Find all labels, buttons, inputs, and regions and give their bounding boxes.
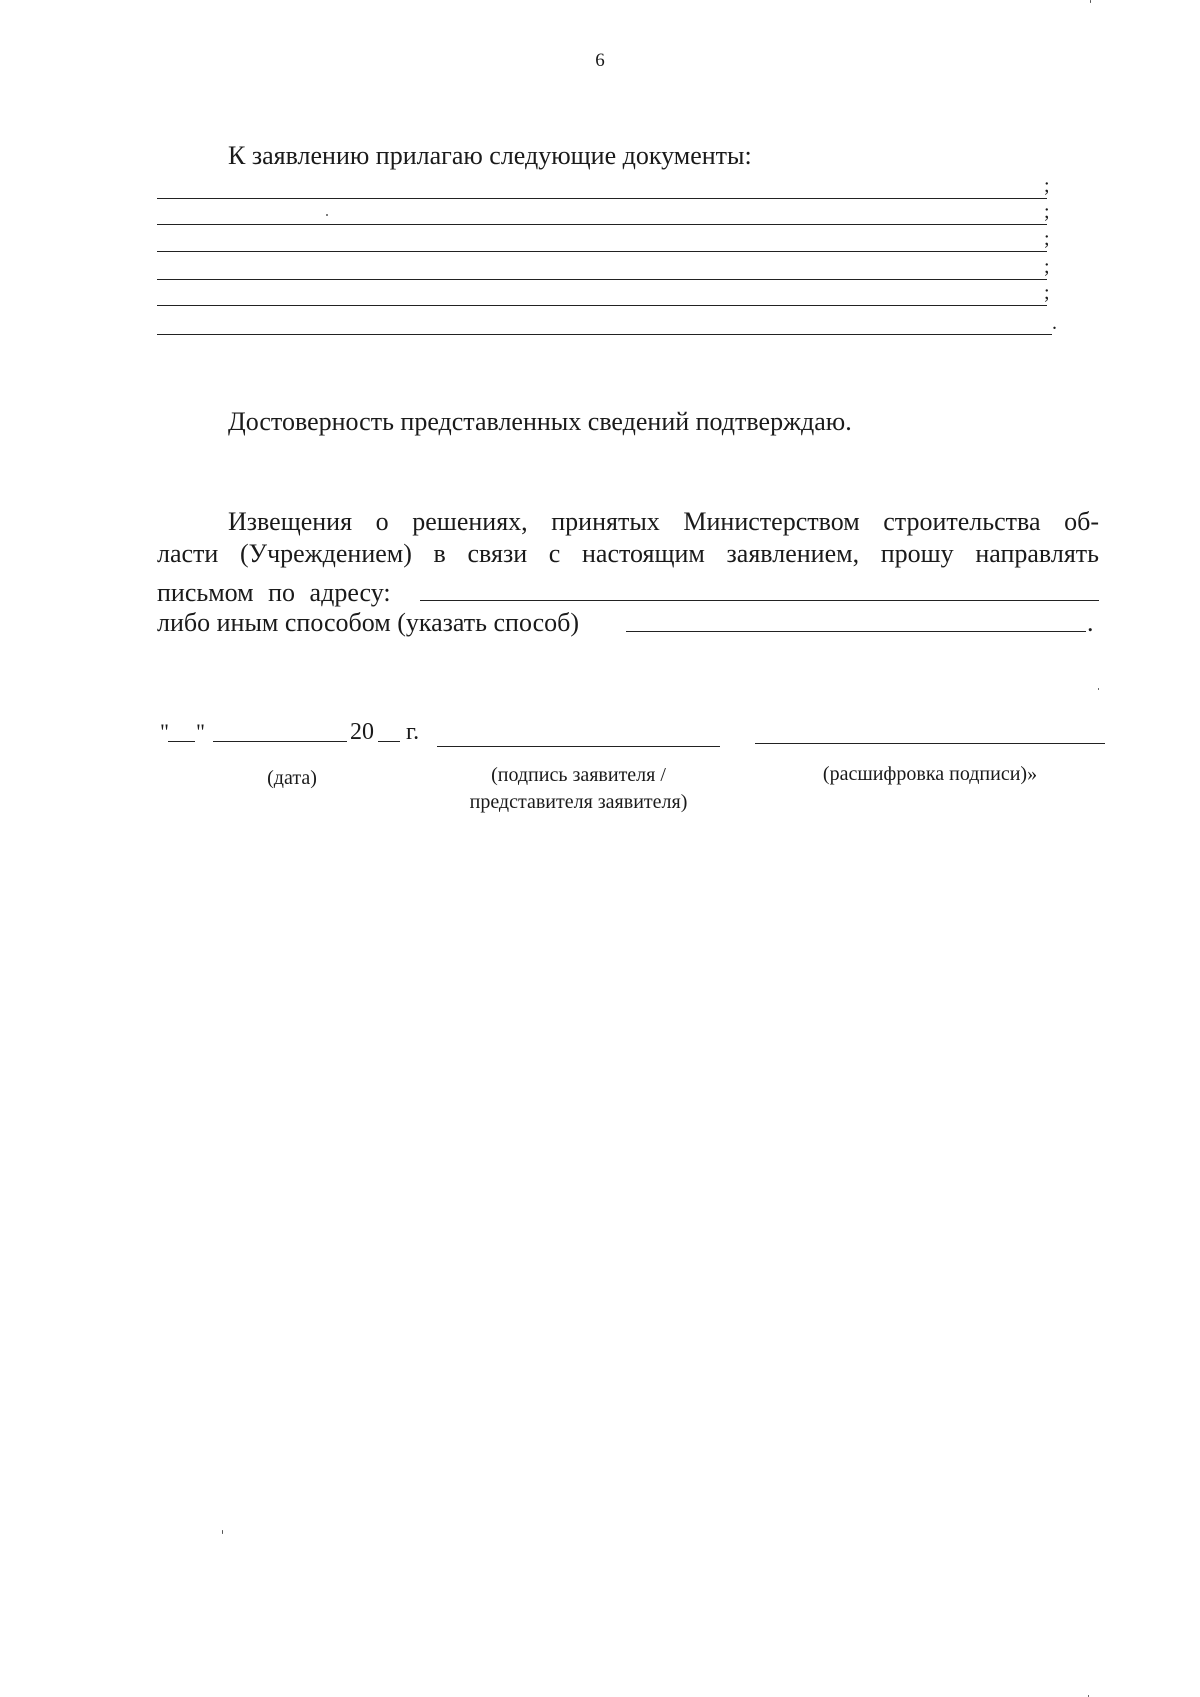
attachment-line-5-end: ; — [1044, 282, 1050, 304]
year-suffix: г. — [406, 719, 420, 745]
date-quote-open: " — [160, 719, 169, 744]
attachment-line-2-end: ; — [1044, 201, 1050, 223]
scan-speck — [326, 214, 328, 216]
notification-other-method-label: либо иным способом (указать способ) — [157, 608, 580, 637]
signature-blank-line — [437, 746, 720, 747]
notification-line-1: Извещения о решениях, принятых Министерством строительства об- — [228, 507, 1099, 536]
decoding-caption: (расшифровка подписи)» — [822, 763, 1038, 785]
notification-line-2: ласти (Учреждением) в связи с настоящим заявлением, прошу направлять — [157, 539, 1099, 568]
page-number: 6 — [595, 50, 605, 71]
date-quote-close: " — [196, 719, 205, 744]
confirmation-text: Достоверность представленных сведений подтверждаю. — [228, 407, 852, 436]
signature-caption-line-1: (подпись заявителя / — [491, 764, 666, 786]
scan-speck — [1098, 688, 1099, 690]
decoding-blank-line — [755, 743, 1105, 744]
attachment-line-3-end: ; — [1044, 228, 1050, 250]
attachment-line-4-end: ; — [1044, 256, 1050, 278]
attachment-line-6-end: . — [1052, 312, 1057, 334]
notification-address-label: письмом по адресу: — [157, 578, 391, 607]
address-blank-line — [420, 600, 1099, 601]
attachments-heading: К заявлению прилагаю следующие документы: — [228, 141, 752, 170]
notification-end-period: . — [1087, 608, 1094, 637]
scan-speck — [1090, 0, 1091, 3]
date-caption: (дата) — [267, 767, 317, 789]
signature-caption-line-2: представителя заявителя) — [469, 791, 688, 813]
year-prefix: 20 — [350, 719, 374, 745]
attachment-line-1-end: ; — [1044, 175, 1050, 197]
scan-speck — [222, 1530, 223, 1534]
other-method-blank-line — [626, 631, 1086, 632]
